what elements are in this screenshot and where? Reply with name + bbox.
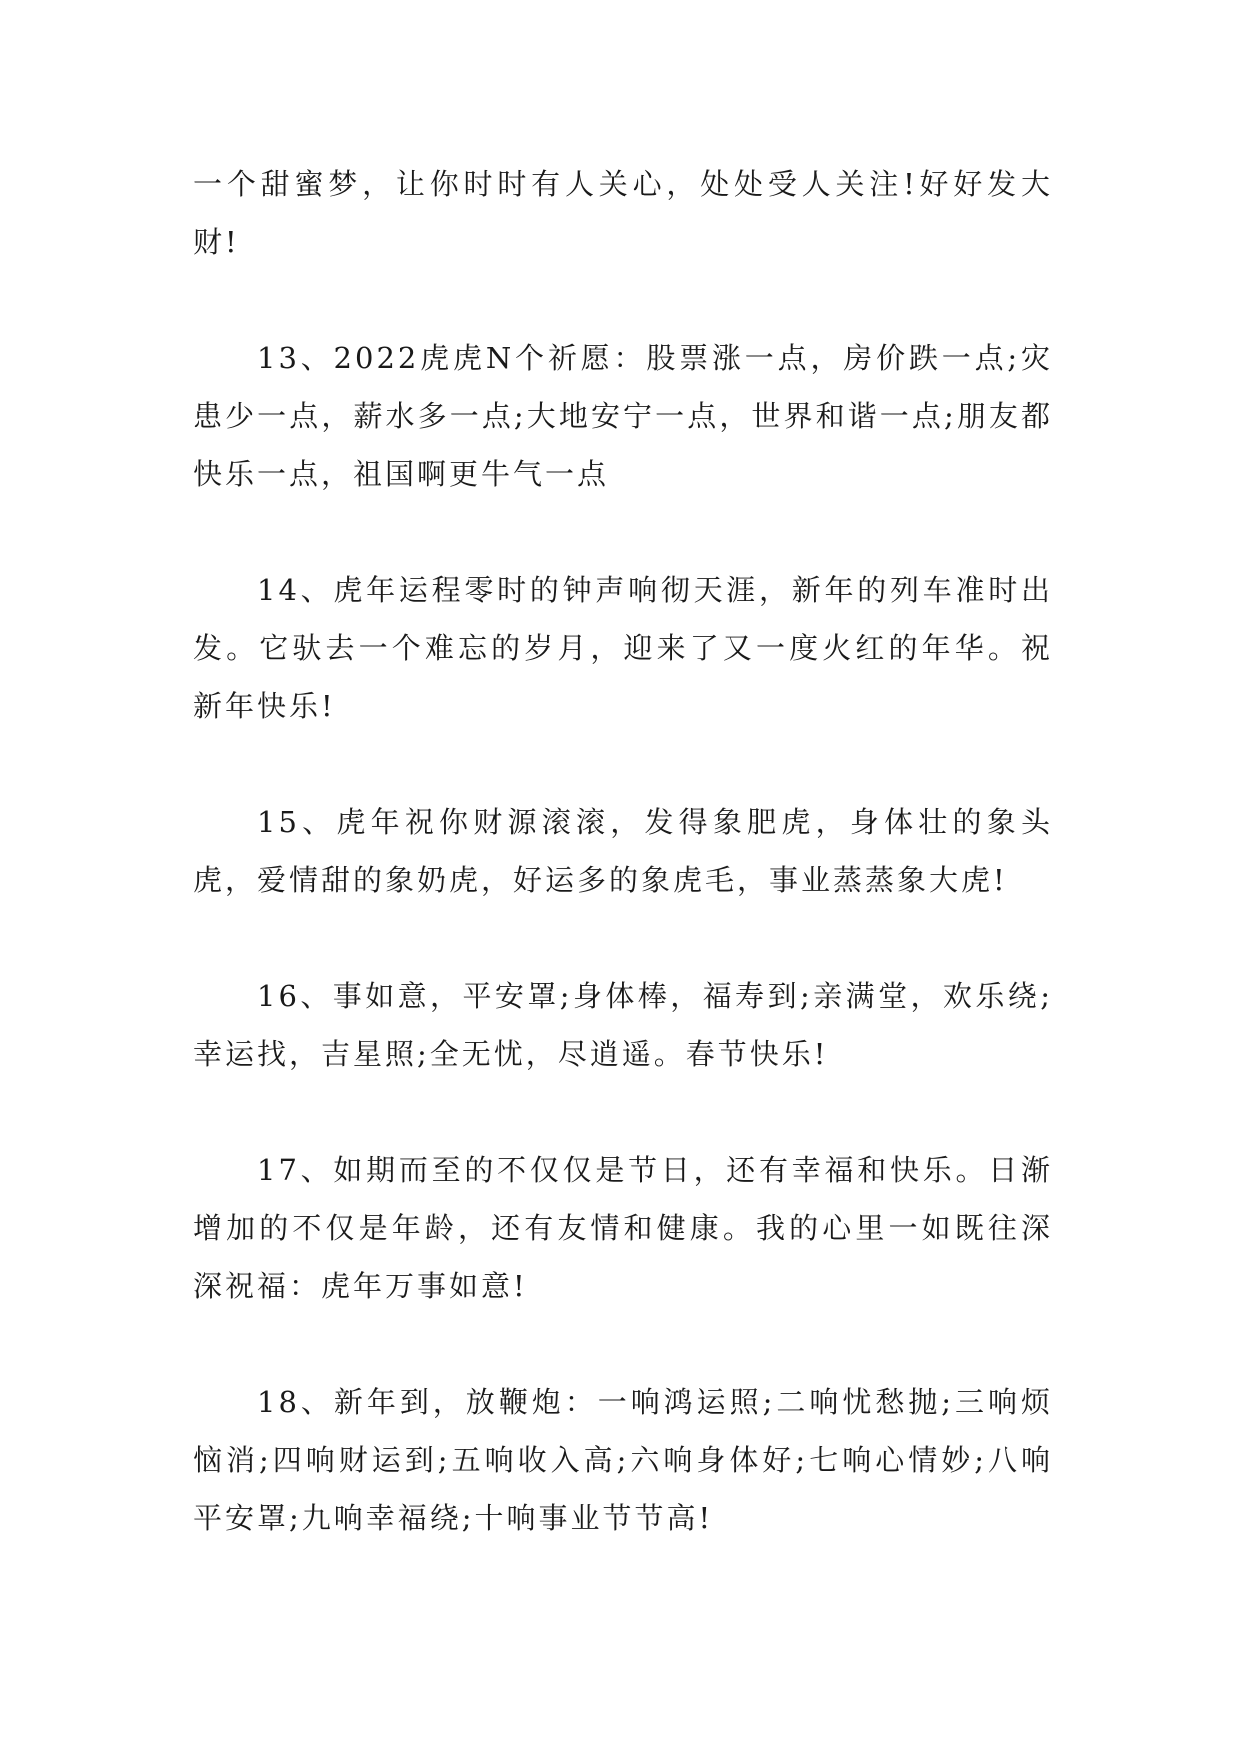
paragraph-17: 17、如期而至的不仅仅是节日，还有幸福和快乐。日渐增加的不仅是年龄，还有友情和健康。我的心里一如既往深深祝福：虎年万事如意! [193,1153,1053,1303]
paragraph-18: 18、新年到，放鞭炮：一响鸿运照;二响忧愁抛;三响烦恼消;四响财运到;五响收入高;六响身体好;七响心情妙;八响平安罩;九响幸福绕;十响事业节节高! [193,1385,1053,1535]
paragraph-15: 15、虎年祝你财源滚滚，发得象肥虎，身体壮的象头虎，爱情甜的象奶虎，好运多的象虎毛，事业蒸蒸象大虎! [193,805,1053,897]
paragraph-14: 14、虎年运程零时的钟声响彻天涯，新年的列车准时出发。它驮去一个难忘的岁月，迎来了又一度火红的年华。祝新年快乐! [193,573,1053,723]
paragraph-16: 16、事如意，平安罩;身体棒，福寿到;亲满堂，欢乐绕;幸运找，吉星照;全无忧，尽逍遥。春节快乐! [193,979,1053,1071]
paragraph-13: 13、2022虎虎N个祈愿：股票涨一点，房价跌一点;灾患少一点，薪水多一点;大地安宁一点，世界和谐一点;朋友都快乐一点，祖国啊更牛气一点 [193,341,1053,491]
document-body [193,155,1053,1547]
paragraph-continuation: 一个甜蜜梦，让你时时有人关心，处处受人关注!好好发大财! [193,167,1053,259]
